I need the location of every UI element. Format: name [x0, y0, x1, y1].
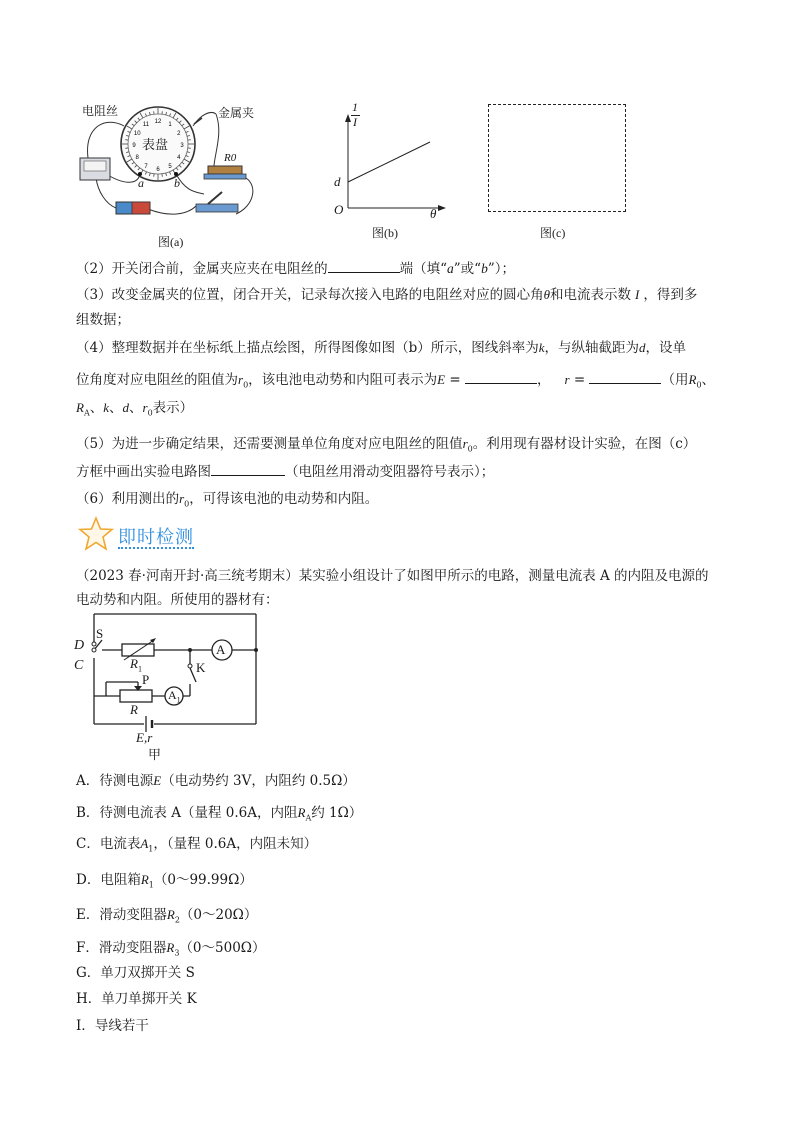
q6-text-a: （6）利用测出的	[76, 491, 180, 507]
q5-text-a: （5）为进一步确定结果，还需要测量单位角度对应电阻丝的阻值	[76, 436, 463, 452]
option-item	[76, 834, 317, 860]
question-5-line-1	[76, 434, 696, 460]
option-text-a: 滑动变阻器	[99, 907, 167, 923]
dial-number: 10	[133, 131, 141, 137]
option-symbol: R	[297, 805, 306, 820]
option-text-a: 滑动变阻器	[98, 940, 167, 956]
dial-number: 6	[156, 167, 160, 173]
option-item	[76, 803, 362, 829]
question-4-line-1	[76, 338, 686, 358]
intercept-label: d	[334, 174, 341, 189]
option-text-a: 电阻箱	[100, 872, 141, 888]
option-text-a: 单刀单掷开关 K	[101, 991, 197, 1007]
q5-text-d: （电阻丝用滑动变阻器符号表示）；	[285, 464, 495, 480]
option-item	[76, 905, 257, 931]
option-symbol: E	[153, 773, 162, 788]
figure-b	[330, 98, 450, 226]
q6-r0-symbol: r	[179, 491, 185, 506]
q3-text-a: （3）改变金属夹的位置，闭合开关，记录每次接入电路的电阻丝对应的圆心角	[76, 287, 544, 303]
q5-answer-blank[interactable]	[211, 461, 285, 476]
option-text-b: （0～99.99Ω）	[153, 872, 253, 888]
q5-r0-sub: 0	[467, 444, 473, 454]
dial-number: 9	[132, 143, 136, 149]
option-symbol-sub: 3	[174, 948, 180, 958]
origin-label: O	[334, 202, 344, 217]
q4-eq2: =	[569, 372, 590, 388]
option-symbol-sub: 1	[148, 844, 154, 854]
q3-current-symbol: I	[634, 287, 640, 302]
question-6	[76, 489, 378, 515]
q4-resistance-symbol: r	[564, 372, 570, 387]
label-b: b	[174, 176, 180, 190]
q5-text-b: 。利用现有器材设计实验，在图（c）	[472, 436, 697, 452]
option-letter: E．	[76, 907, 100, 923]
q4-text-l: 、	[109, 400, 123, 416]
q4-r0-sub-2: 0	[147, 408, 153, 418]
label-clip: 金属夹	[218, 106, 255, 120]
option-text-a: 待测电流表 A（量程 0.6A，内阻	[99, 805, 298, 821]
option-text-b: （0～500Ω）	[179, 940, 266, 956]
problem-intro-1: （2023 春·河南开封·高三统考期末）某实验小组设计了如图甲所示的电路，测量电流表 A 的内阻及电源的	[76, 568, 709, 584]
circuit-label-R: R	[130, 702, 138, 717]
figure-c-box	[488, 104, 626, 212]
q3-theta: θ	[543, 287, 550, 302]
circuit-label-C: C	[74, 658, 84, 673]
q6-text-b: ，可得该电池的电动势和内阻。	[189, 491, 379, 507]
star-icon	[78, 516, 114, 556]
section-title: 即时检测	[118, 527, 194, 548]
circuit-label-P: P	[142, 672, 150, 687]
circuit-label-D: D	[74, 638, 85, 653]
q4-emf-answer-blank[interactable]	[465, 369, 537, 384]
q2-text-a: （2）开关闭合前，金属夹应夹在电阻丝的	[76, 261, 328, 277]
q3-text-d: 组数据；	[76, 312, 130, 328]
dial-number: 3	[180, 143, 184, 149]
circuit-label-A: A	[216, 642, 226, 657]
dial-number: 5	[168, 163, 172, 170]
dial-number: 2	[177, 131, 181, 137]
option-text-b: 约 1Ω）	[311, 805, 363, 821]
option-symbol-sub: 1	[148, 880, 154, 890]
q3-text-b: 和电流表示数	[549, 287, 631, 303]
q4-text-f: ，该电池电动势和内阻可表示为	[248, 372, 438, 388]
option-symbol: R	[166, 940, 175, 955]
q2-option-a: a	[447, 261, 454, 276]
option-text-b: （电动势约 3V，内阻约 0.5Ω）	[161, 773, 356, 789]
circuit-label-K: K	[196, 660, 206, 675]
q4-d-symbol: d	[122, 400, 130, 415]
option-letter: I．	[76, 1018, 95, 1034]
label-r0: R0	[224, 152, 237, 164]
option-symbol: A	[140, 836, 149, 851]
option-symbol-sub: 2	[174, 915, 180, 925]
circuit-label-A1: $A_1$	[168, 688, 181, 705]
q4-RA-symbol: R	[76, 400, 84, 415]
label-wire: 电阻丝	[82, 104, 119, 118]
q6-r0-sub: 0	[184, 499, 190, 509]
option-letter: D．	[76, 872, 101, 888]
option-item	[76, 938, 265, 964]
circuit-label-R1: $R_1$	[130, 656, 142, 674]
option-symbol: R	[140, 872, 149, 887]
option-item	[76, 989, 197, 1015]
caption-figure-b: 图(b)	[372, 226, 398, 240]
section-title-underline	[118, 547, 194, 549]
q4-R0-symbol: R	[688, 372, 697, 387]
option-text-b: （0～20Ω）	[179, 907, 258, 923]
question-5-line-2	[76, 461, 494, 482]
q4-text-h: （用	[661, 372, 689, 388]
q4-eq1: =	[445, 372, 466, 388]
dial-number: 4	[177, 155, 181, 161]
option-text-b: ，（量程 0.6A，内阻未知）	[153, 836, 318, 852]
q4-k-symbol: k	[103, 400, 110, 415]
option-letter: A．	[76, 773, 100, 789]
option-item	[76, 963, 195, 989]
q5-r0-symbol: r	[462, 436, 468, 451]
question-4-line-2	[76, 369, 715, 396]
question-3-line-1	[76, 285, 697, 305]
question-3-line-2	[76, 310, 130, 330]
dial-number: 12	[154, 119, 162, 125]
problem-intro-line-1	[76, 566, 709, 586]
q4-emf-symbol: E	[437, 372, 446, 387]
q4-resistance-answer-blank[interactable]	[589, 369, 661, 384]
circuit-label-S: S	[96, 626, 104, 641]
label-a: a	[138, 176, 144, 190]
y-axis-label-den: I	[353, 115, 357, 129]
option-item	[76, 870, 253, 896]
q4-r0-symbol: r	[238, 372, 244, 387]
q4-text-j: 、	[89, 400, 104, 416]
option-letter: F．	[76, 940, 99, 956]
q4-text-b: ，与纵轴截距为	[544, 340, 640, 356]
q4-text-m: 、	[129, 400, 143, 416]
q4-intercept-symbol: d	[639, 340, 646, 355]
q4-text-c: ，设单	[645, 340, 687, 356]
q5-text-c: 方框中画出实验电路图	[76, 464, 211, 480]
q2-text-b: 端（填“	[399, 261, 447, 277]
q4-R0-sub: 0	[696, 380, 702, 390]
q4-text-e: 位角度对应电阻丝的阻值为	[76, 372, 238, 388]
q4-r0-sub: 0	[243, 380, 249, 390]
q4-slope-symbol: k	[538, 340, 545, 355]
q2-option-b: b	[481, 261, 488, 276]
circuit-caption: 甲	[148, 748, 162, 763]
option-text-a: 单刀双掷开关 S	[100, 965, 195, 981]
option-letter: H．	[76, 991, 102, 1007]
option-item	[76, 1016, 149, 1042]
option-item	[76, 771, 356, 797]
option-symbol: R	[166, 907, 175, 922]
q2-text-d: ”或“	[453, 261, 482, 277]
option-letter: G．	[76, 965, 101, 981]
q4-text-i: 、	[701, 372, 716, 388]
q2-answer-blank[interactable]	[328, 258, 400, 273]
question-4-line-3	[76, 398, 193, 424]
q4-r0-symbol-2: r	[142, 400, 148, 415]
option-letter: B．	[76, 805, 100, 821]
figure-a	[76, 96, 266, 246]
q4-text-a: （4）整理数据并在坐标纸上描点绘图，所得图像如图（b）所示，图线斜率为	[76, 340, 539, 356]
problem-intro-2: 电动势和内阻。所使用的器材有：	[76, 592, 279, 608]
q2-text-f: ”）；	[487, 261, 515, 277]
question-2	[76, 258, 515, 279]
dial-number: 8	[135, 155, 139, 161]
dial-number: 11	[142, 122, 150, 129]
option-text-a: 待测电源	[99, 773, 154, 789]
caption-figure-a: 图(a)	[158, 235, 184, 249]
q4-text-g: ，	[537, 372, 551, 388]
dial-number: 7	[144, 163, 148, 170]
q4-RA-sub: A	[83, 408, 90, 418]
x-axis-label: θ	[430, 206, 437, 221]
q3-text-c: ，得到多	[643, 287, 698, 303]
y-axis-label-num: 1	[352, 100, 358, 114]
option-text-a: 电流表	[99, 836, 141, 852]
circuit-label-Er: E,r	[136, 730, 153, 745]
problem-intro-line-2	[76, 590, 279, 610]
option-symbol-sub: A	[305, 813, 312, 823]
dial-number: 1	[168, 122, 172, 129]
option-letter: C．	[76, 836, 100, 852]
option-text-a: 导线若干	[94, 1018, 149, 1034]
q4-text-n: 表示）	[152, 400, 194, 416]
caption-figure-c: 图(c)	[540, 226, 566, 240]
label-dial: 表盘	[142, 138, 169, 153]
circuit-diagram	[72, 610, 272, 763]
